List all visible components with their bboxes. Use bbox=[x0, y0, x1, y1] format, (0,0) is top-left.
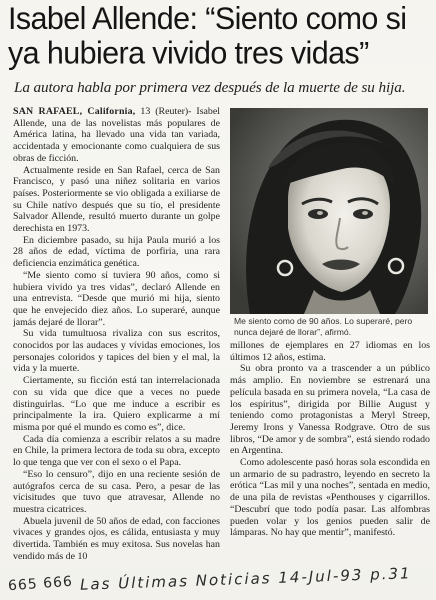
headline bbox=[8, 2, 432, 71]
handwritten-annotations bbox=[0, 564, 436, 600]
paragraph: En diciembre pasado, su hija Paula murió a los 28 años de edad, víctima de porfiria, una rara deficiencia enzimática genética. bbox=[13, 234, 220, 270]
dateline: SAN RAFAEL, California, bbox=[13, 106, 136, 117]
paragraph: Abuela juvenil de 50 años de edad, con facciones vivaces y grandes ojos, es cálida, entusiasta y muy divertida. También es muy exitosa. Sus novelas han vendido más de 10 bbox=[13, 515, 220, 562]
subheadline: La autora habla por primera vez después de la muerte de su hija. bbox=[14, 79, 406, 96]
paragraph: Cada día comienza a escribir relatos a su madre en Chile, la primera lectora de toda su obra, excepto lo que tenga que ver con el sexo o el Papa. bbox=[13, 433, 220, 469]
article-column-right bbox=[230, 340, 430, 580]
headline-line-2: ya hubiera vivido tres vidas” bbox=[8, 35, 369, 71]
author-photo bbox=[230, 108, 428, 314]
paragraph: “Me siento como si tuviera 90 años, como si hubiera vivido ya tres vidas”, declaró Allende en una entrevista. “Desde que murió mi hija, siento que he envejecido diez años. Lo superaré, aunque jamás dejaré de llorar”. bbox=[13, 269, 220, 328]
paragraph: Ciertamente, su ficción está tan interrelacionada con su vida que dice que a veces no puede distinguirlas. “Lo que me induce a escribir es principalmente la ira. Quiero explicarme a mí misma por qué el mundo es como es”, dice. bbox=[13, 375, 220, 433]
paragraph: “Eso lo censuro”, dijo en una reciente sesión de autógrafos cerca de su casa. Pero, a pesar de las vicisitudes que tuvo que atravesar, Allende no muestra cicatrices. bbox=[13, 468, 220, 515]
paragraph: Como adolescente pasó horas sola escondida en un armario de su padrastro, leyendo en secreto la erótica “Las mil y una noches”, sentada en medio, de una pila de revistas «Penthouses y cigarrillos. “Descubrí que todo podía pasar. Las alfombras pueden volar y los genios pueden salir de lámparas. No hay que mentir”, manifestó. bbox=[230, 457, 430, 539]
paragraph: Su vida tumultuosa rivaliza con sus escritos, conocidos por las audaces y vívidas emociones, los personajes coloridos y tapices del bien y el mal, la vida y la muerte. bbox=[13, 328, 220, 375]
article-column-left bbox=[13, 106, 220, 578]
lead-paragraph bbox=[13, 106, 220, 165]
photo-caption: Me siento como de 90 años. Lo superaré, pero nunca dejaré de llorar”, afirmó. bbox=[234, 316, 413, 337]
lead-text: 13 (Reuter)- Isabel Allende, una de las novelistas más populares de América latina, ha llevado una vida tan variada, accidentada y emocionante como cualquiera de sus obras de ficción. bbox=[13, 106, 220, 164]
headline-line-1: Isabel Allende: “Siento como si bbox=[8, 0, 407, 37]
catalog-number: 665 666 bbox=[7, 573, 74, 595]
paragraph: Actualmente reside en San Rafael, cerca de San Francisco, y pasó una niñez solitaria en varios países. Posteriormente se vio obligada a exiliarse de su Chile natívo después que su tío, el presidente Salvador Allende, resultó muerto durante un golpe derechista en 1973. bbox=[13, 164, 220, 235]
author-portrait-image bbox=[230, 108, 428, 314]
paragraph-continuation: millones de ejemplares en 27 idiomas en los últimos 12 años, estima. bbox=[230, 340, 430, 363]
paragraph: Su obra pronto va a trascender a un público más amplio. En noviembre se estrenará una película basada en su primera novela, “La casa de los espíritus”, dirigida por Billie August y teniendo como protagonistas a Meryl Streep, Jeremy Irons y Vanessa Rodgrave. Otro de sus libros, “De amor y de sombra”, está siendo rodado en Argentina. bbox=[230, 363, 430, 457]
source-note: Las Últimas Noticias 14-Jul-93 p.31 bbox=[79, 564, 412, 594]
